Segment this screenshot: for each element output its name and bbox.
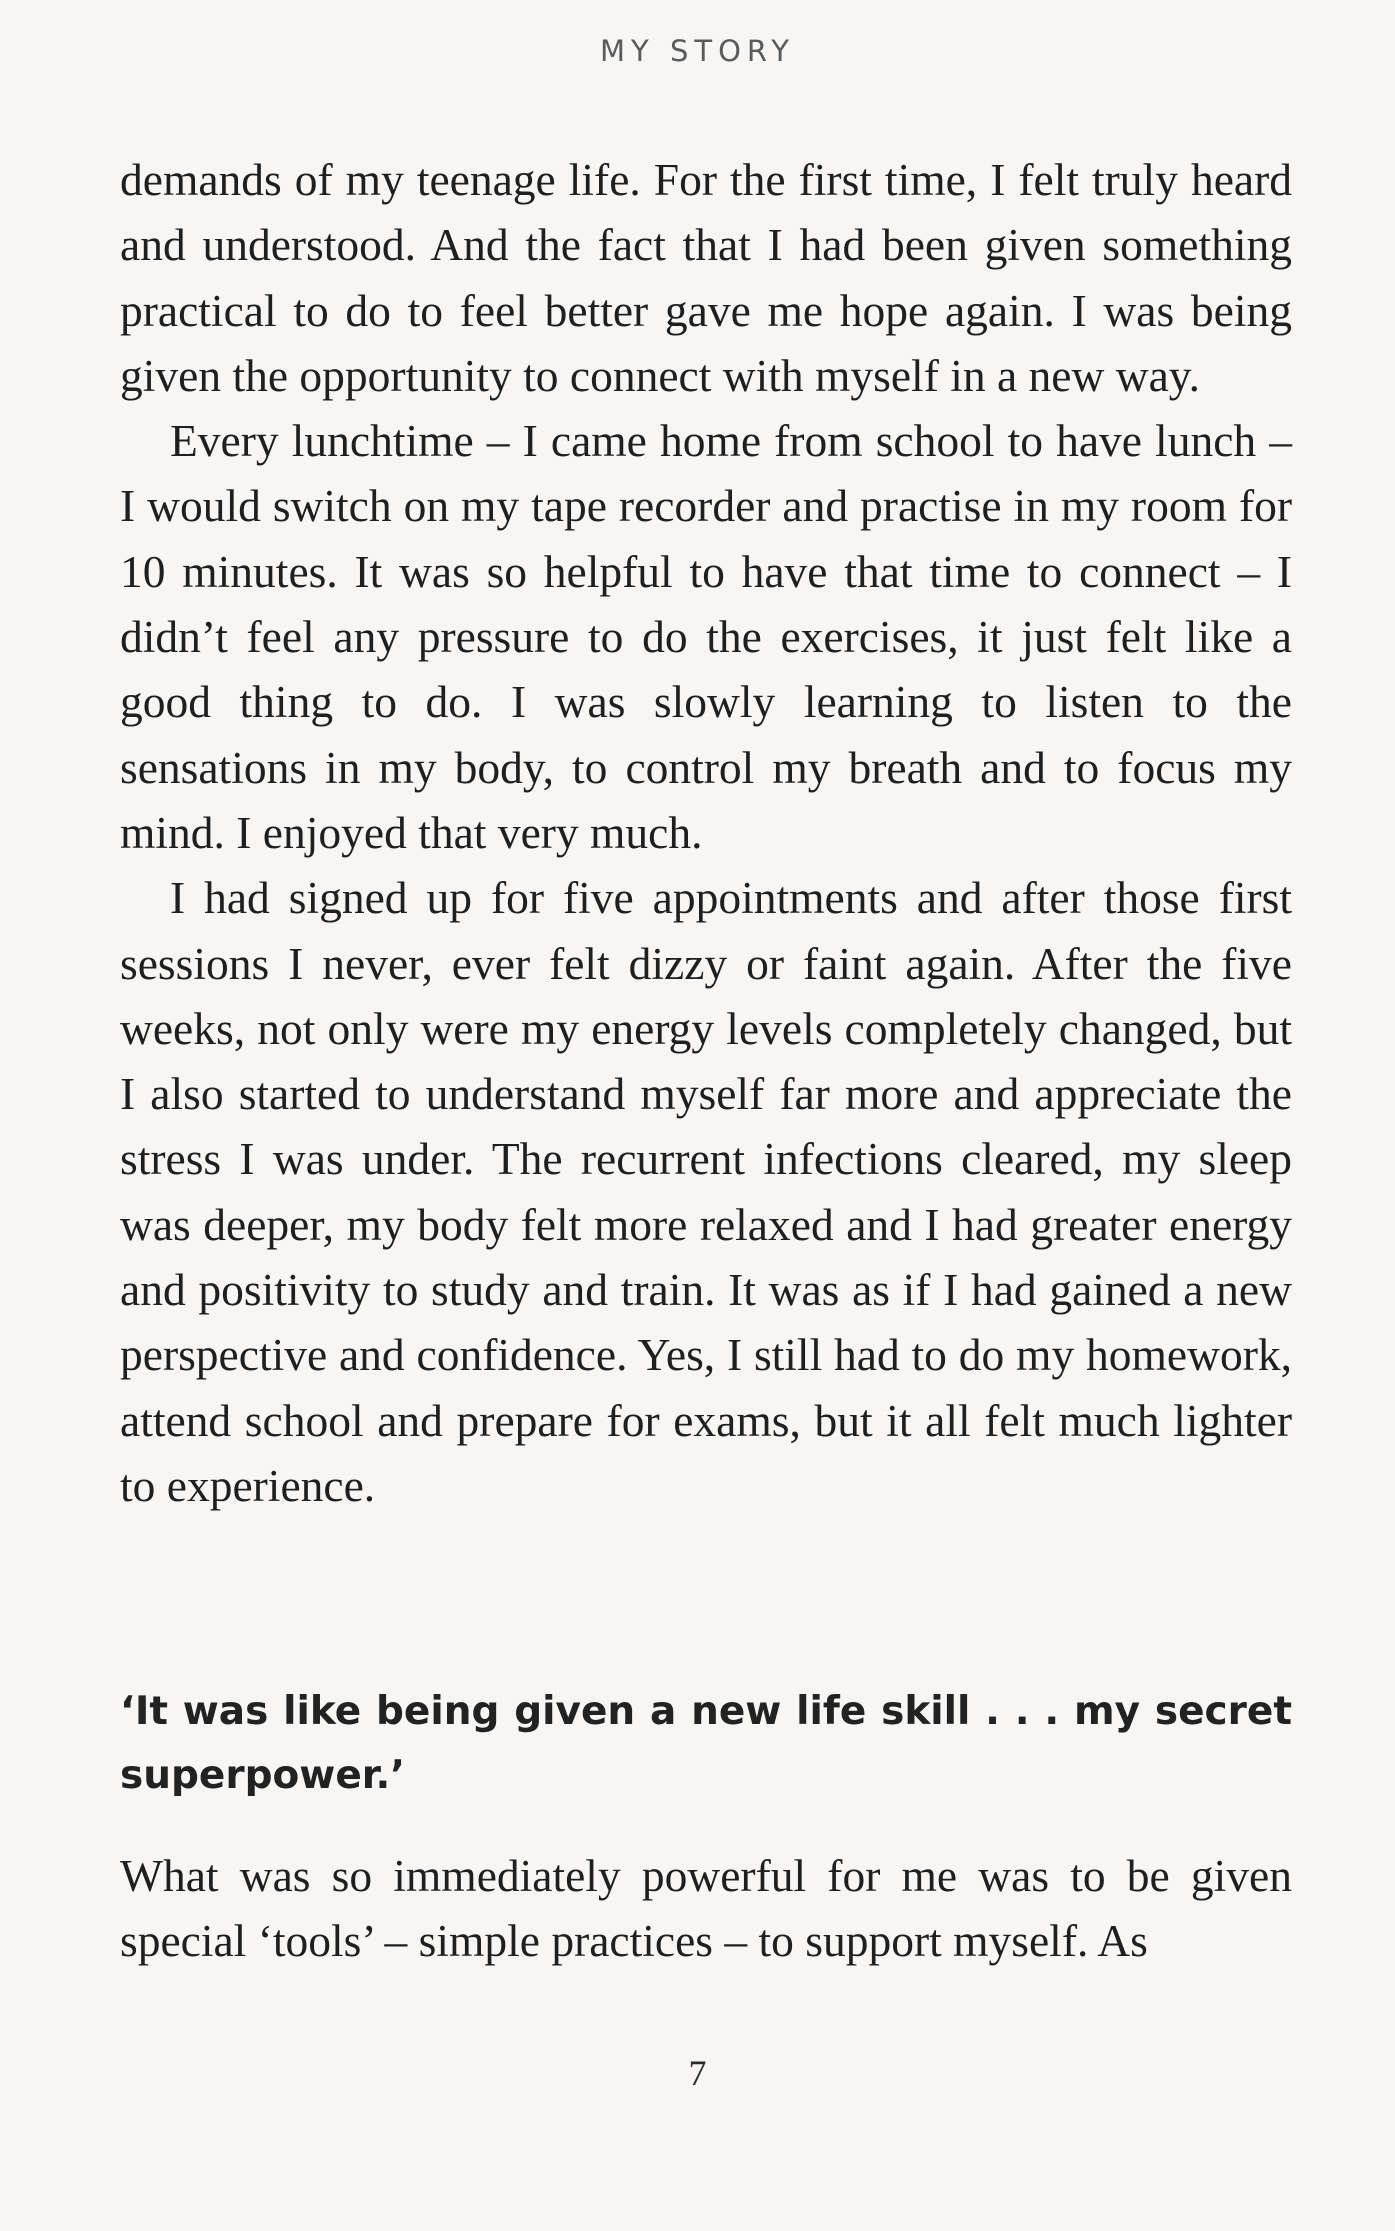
- paragraph-continuation: demands of my teenage life. For the first time, I felt truly heard and understood. And the fact that I had been given something practical to do to feel better gave me hope again. I was being given the opportunity to connect with myself in a new way.: [120, 154, 1292, 401]
- page-number: 7: [688, 2053, 707, 2093]
- paragraph-tools: What was so immediately powerful for me was to be given special ‘tools’ – simple practices – to support myself. As: [120, 1850, 1292, 1967]
- paragraph-lunchtime: Every lunchtime – I came home from school to have lunch – I would switch on my tape recorder and practise in my room for 10 minutes. It was so helpful to have that time to connect – I didn’t feel any pressure to do the exercises, it just felt like a good thing to do. I was slowly learning to listen to the sensations in my body, to control my breath and to focus my mind. I enjoyed that very much.: [120, 415, 1292, 858]
- body-text-block-after-subheading: [120, 1843, 1292, 1974]
- paragraph-appointments: I had signed up for five appointments and after those first sessions I never, ever felt dizzy or faint again. After the five weeks, not only were my energy levels completely changed, but I also started to understand myself far more and appreciate the stress I was under. The recurrent infections cleared, my sleep was deeper, my body felt more relaxed and I had greater energy and positivity to study and train. It was as if I had gained a new perspective and confidence. Yes, I still had to do my homework, attend school and prepare for exams, but it all felt much lighter to experience.: [120, 872, 1292, 1511]
- running-header: MY STORY: [600, 34, 795, 68]
- pull-quote-subheading: ‘It was like being given a new life skill . . . my secret superpower.’: [120, 1689, 1292, 1798]
- body-text-block: [120, 147, 1292, 1518]
